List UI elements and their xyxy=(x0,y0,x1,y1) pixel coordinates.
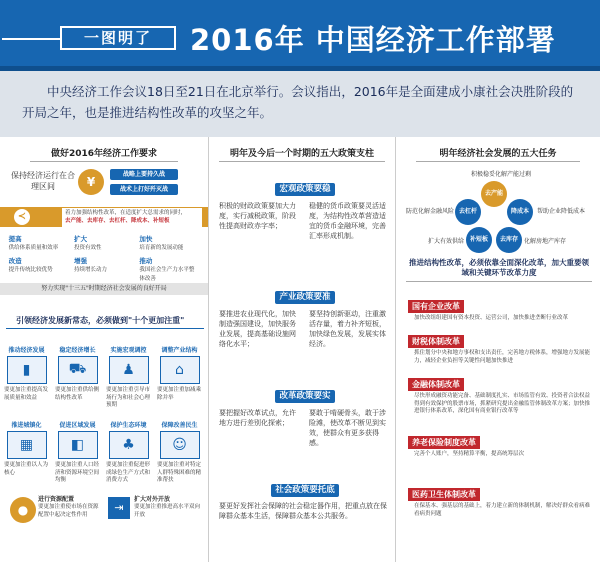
task-circle: 补短板 xyxy=(466,227,492,253)
reform-name: 财税体制改革 xyxy=(408,335,464,348)
focus-red: 去产能、去库存、去杠杆、降成本、补短板 xyxy=(65,218,170,224)
reform-name: 养老保险制度改革 xyxy=(408,436,480,449)
task-item xyxy=(4,345,49,402)
item-label: 保护生态环境 xyxy=(110,422,147,429)
policy-title: 改革政策要实 xyxy=(275,390,335,403)
reform-block xyxy=(408,294,594,323)
arrow-grid xyxy=(6,235,202,284)
header-banner xyxy=(0,0,600,71)
item-label: 扩大对外开放 xyxy=(134,496,171,503)
family-icon: ☺ xyxy=(160,431,200,459)
policy-title: 宏观政策要稳 xyxy=(275,183,335,196)
reform-text: 尽快形成融资功能完备、基础制度扎实、市场监管有效、投资者合法权益得到有效保护的股票市场，抓紧研究提出金融监管体制改革方案；加快推进银行体系改革，深化国有商业银行改革等 xyxy=(414,393,591,414)
item-text: 要更加注重以人为核心 xyxy=(4,462,49,476)
arrow-label: 改造 xyxy=(8,257,22,265)
item-label: 推进城镇化 xyxy=(11,422,42,429)
win-badge-1: 战略上要持久战 xyxy=(110,169,178,180)
people-icon: ♟ xyxy=(109,356,149,384)
reform-block xyxy=(408,372,594,416)
item-text: 要更加注重使市场在资源配置中起决定性作用 xyxy=(38,504,99,518)
page-title: 2016年 中国经济工作部署 xyxy=(190,23,556,57)
right-title: 明年经济社会发展的五大任务 xyxy=(416,146,580,162)
chart-icon: ▮ xyxy=(7,356,47,384)
arrow-text: 投资有效性 xyxy=(73,245,102,251)
policy-title: 社会政策要托底 xyxy=(271,484,339,497)
item-label: 进行资源配置 xyxy=(38,496,75,503)
task-note-top: 积极稳妥化解产能过剩 xyxy=(470,171,531,178)
section2-title: 引领经济发展新常态，必须做到"十个更加注重" xyxy=(6,315,204,329)
intro-text: 中央经济工作会议18日至21日在北京举行。会议指出，2016年是全面建成小康社会决胜阶段的开局之年，也是推进结构性改革的攻坚之年。 xyxy=(22,84,574,120)
policy-title: 产业政策要准 xyxy=(275,291,335,304)
map-icon: ◧ xyxy=(58,431,98,459)
policy-left: 要把握好改革试点，允许地方进行差别化探索； xyxy=(219,409,296,427)
reform-text: 抓住划分中央和地方事权和支出责任，完善地方税体系，增强地方发展能力，减轻企业负担等关键性问题加快推进 xyxy=(414,350,591,364)
item-label: 调整产业结构 xyxy=(161,347,198,354)
arrow-text: 提升传统比较优势 xyxy=(8,267,53,273)
reform-block xyxy=(408,482,594,518)
item-label: 保障改善民生 xyxy=(161,422,198,429)
task-item xyxy=(106,420,151,485)
reform-name: 医药卫生体制改革 xyxy=(408,488,480,501)
arrow-text: 我国社会生产力水平整体改善 xyxy=(139,267,195,282)
task-item xyxy=(55,345,100,402)
policy-left: 积极的财政政策要加大力度，实行减税政策，阶段性提高财政赤字率； xyxy=(219,202,296,230)
item-text: 要更加注重推进高水平双向开放 xyxy=(134,504,201,518)
header-stripe xyxy=(0,66,600,71)
arrow-label: 扩大 xyxy=(73,235,87,243)
arrow-text: 持续增长动力 xyxy=(73,267,107,273)
item-label: 稳定经济增长 xyxy=(59,347,96,354)
money-bag-icon: ¥ xyxy=(78,169,104,195)
reform-name: 国有企业改革 xyxy=(408,300,464,313)
arrow-label: 加快 xyxy=(139,235,153,243)
reform-block xyxy=(408,430,594,459)
left-panel xyxy=(0,137,208,562)
arrow-text: 培育新的发展动能 xyxy=(139,245,184,251)
task-note: 帮助企业降低成本 xyxy=(537,208,586,215)
resource-item xyxy=(38,495,100,519)
item-label: 促进区域发展 xyxy=(59,422,96,429)
reform-text: 加快改组组建国有资本投资、运营公司，加快推进垄断行业改革 xyxy=(414,315,569,321)
reform-text: 在保基本、强基层的基础上，着力建立新的体制机制，解决好群众看病难看病贵问题 xyxy=(414,503,591,517)
item-text: 要更加注重对特定人群特殊困难的精准帮扶 xyxy=(157,462,202,483)
open-icon: ⇥ xyxy=(108,497,130,519)
header-tag: 一图明了 xyxy=(60,26,176,50)
arrow-label: 推动 xyxy=(139,257,153,265)
policy-left: 要推进农业现代化，加快制造强国建设，加快服务业发展，提高基础设施网络化水平； xyxy=(219,310,296,348)
item-text: 要更加注重促进形成绿色生产方式和消费方式 xyxy=(106,462,151,483)
open-item xyxy=(134,495,204,519)
task-circle: 去产能 xyxy=(481,181,507,207)
task-circle: 去库存 xyxy=(496,227,522,253)
item-text: 要更加注重提高发展质量和效益 xyxy=(4,387,49,401)
reform-title: 推进结构性改革，必须依靠全面深化改革，加大重要领域和关键环节改革力度 xyxy=(406,258,592,282)
middle-panel xyxy=(208,137,396,562)
item-label: 实施宏观调控 xyxy=(110,347,147,354)
item-label: 推动经济发展 xyxy=(8,347,45,354)
task-circle: 降成本 xyxy=(507,199,533,225)
item-text: 要更加注重加减乘除并举 xyxy=(157,387,202,401)
middle-title: 明年及今后一个时期的五大政策支柱 xyxy=(219,146,385,162)
task-item xyxy=(106,345,151,410)
arrow-label: 增强 xyxy=(73,257,87,265)
task-note: 化解房地产库存 xyxy=(524,238,567,245)
task-note: 扩大有效供给 xyxy=(427,238,464,245)
reform-text: 完善个人账户，坚持精算平衡，提高统筹层次 xyxy=(414,451,525,457)
policy-right: 要敢于啃硬骨头，敢于涉险滩，使改革不断见到实效，使群众有更多获得感。 xyxy=(309,409,386,447)
arrow-label: 提高 xyxy=(8,235,22,243)
task-item xyxy=(157,345,202,402)
reform-block xyxy=(408,329,594,365)
factory-icon: ⌂ xyxy=(160,356,200,384)
task-note: 防范化解金融风险 xyxy=(405,208,454,215)
focus-text: 着力加强结构性改革，在适度扩大总需求的同时， xyxy=(65,210,187,216)
right-panel xyxy=(396,137,600,562)
item-text: 要更加注重供给侧结构性改革 xyxy=(55,387,100,401)
reform-name: 金融体制改革 xyxy=(408,378,464,391)
task-item xyxy=(4,420,49,477)
band: 努力实现"十三五"时期经济社会发展的良好开局 xyxy=(0,283,208,295)
item-text: 要更加注重引导市场行为和社会心理预期 xyxy=(106,387,151,408)
policy-right: 要坚持创新驱动，注重激活存量，着力补齐短板，加快绿色发展，发展实体经济。 xyxy=(309,310,386,348)
cart-icon: ⛟ xyxy=(58,356,98,384)
item-text: 要更加注重人口经济和资源环境空间均衡 xyxy=(55,462,100,483)
task-item xyxy=(157,420,202,485)
task-circle: 去杠杆 xyxy=(455,199,481,225)
share-icon: ≺ xyxy=(14,209,30,225)
win-badge-2: 战术上打好歼灭战 xyxy=(110,184,178,195)
focus-text-box xyxy=(62,208,202,228)
policy-right: 稳健的货币政策要灵活适度，为结构性改革营造适宜的货币金融环境，完善汇率形成机制。 xyxy=(309,202,386,240)
building-icon: ▦ xyxy=(7,431,47,459)
task-item xyxy=(55,420,100,485)
tree-icon: ♣ xyxy=(109,431,149,459)
left-title: 做好2016年经济工作要求 xyxy=(30,146,178,162)
resource-icon: ● xyxy=(10,497,36,523)
arrow-text: 供给体系质量和效率 xyxy=(8,245,59,251)
policy-text: 要更好发挥社会保障的社会稳定器作用，把重点放在保障群众基本生活，保障群众基本公共服务。 xyxy=(219,502,387,520)
range-label: 保持经济运行在合理区间 xyxy=(11,171,75,191)
